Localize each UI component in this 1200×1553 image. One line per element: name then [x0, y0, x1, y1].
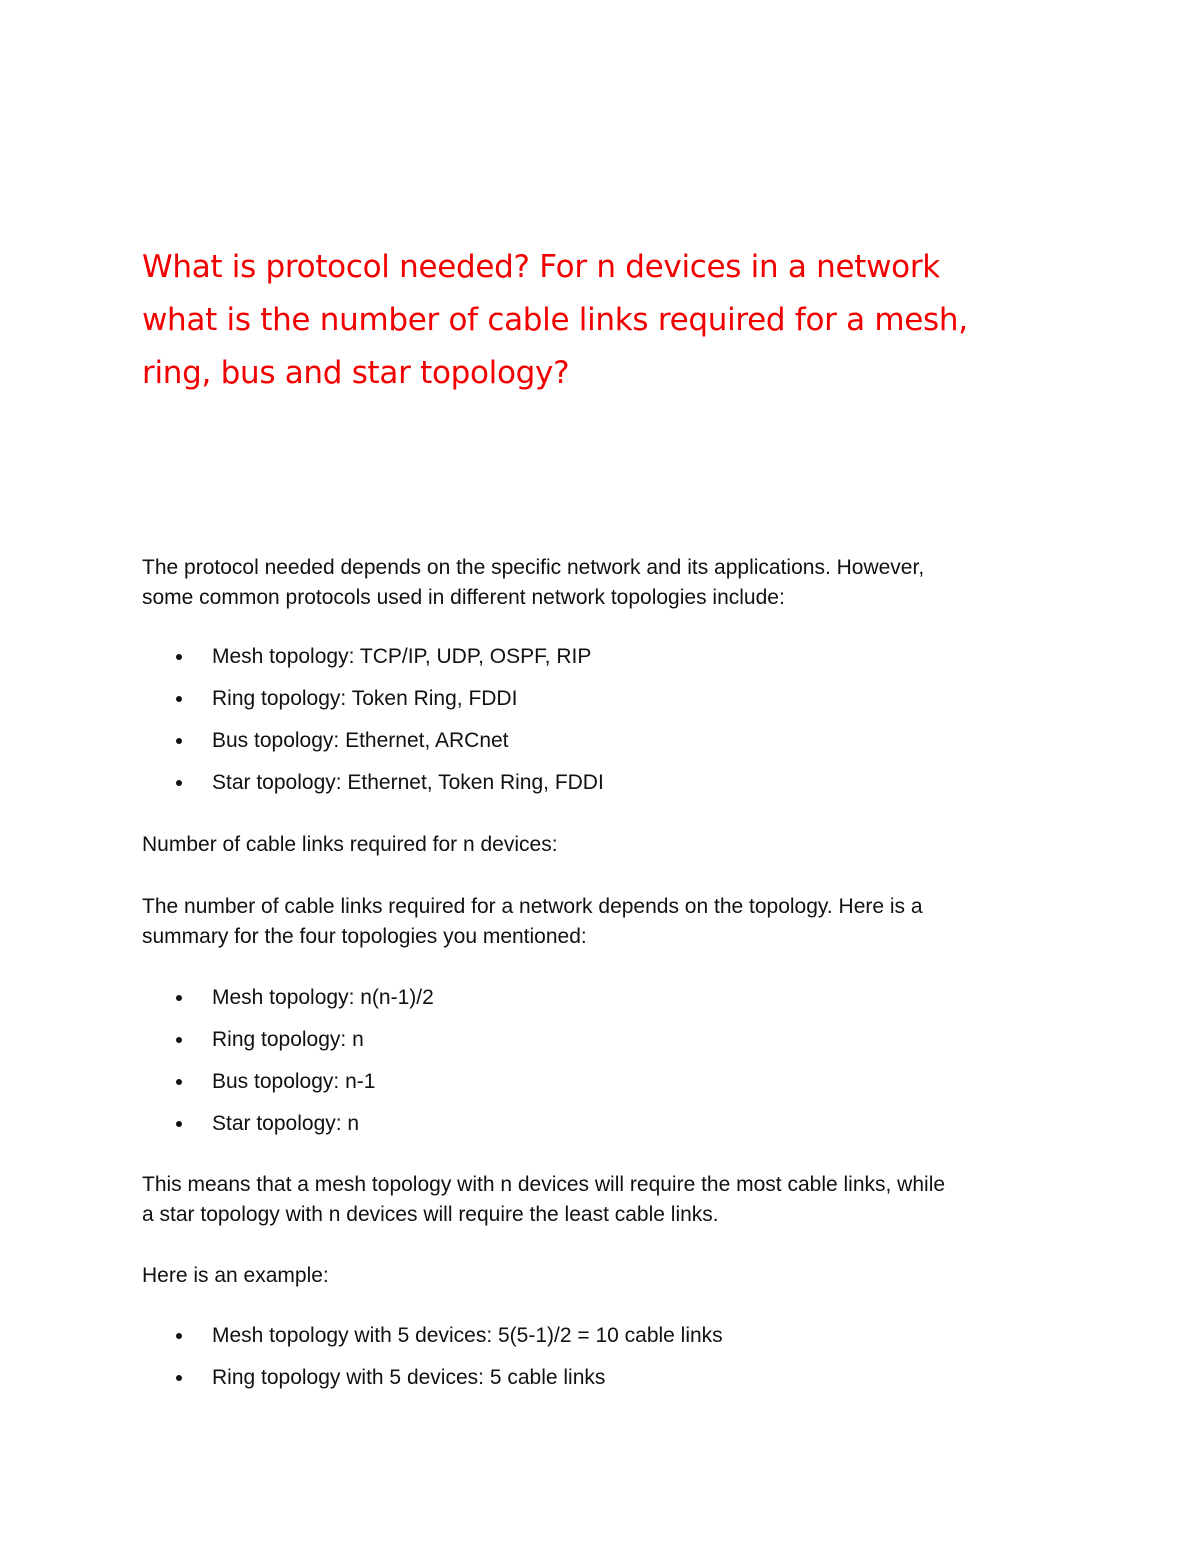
conclusion-paragraph: [142, 1170, 1062, 1230]
question-heading-line-2: what is the number of cable links required for a mesh,: [142, 302, 968, 338]
list-item-text: Ring topology: n: [212, 1028, 364, 1051]
list-item: [142, 1067, 1062, 1109]
bullet-icon: [176, 738, 182, 744]
bullet-icon: [176, 780, 182, 786]
list-item-text: Ring topology with 5 devices: 5 cable links: [212, 1366, 606, 1389]
bullet-icon: [176, 696, 182, 702]
question-heading-line-1: What is protocol needed? For n devices in a network: [142, 249, 940, 285]
list-item: [142, 1363, 1062, 1405]
conclusion-line-1: This means that a mesh topology with n devices will require the most cable links, while: [142, 1173, 946, 1196]
list-item: [142, 768, 1062, 810]
list-item: [142, 1025, 1062, 1067]
question-heading-line-3: ring, bus and star topology?: [142, 355, 570, 391]
intro-line-1: The protocol needed depends on the specific network and its applications. However,: [142, 556, 925, 579]
list-item-text: Bus topology: Ethernet, ARCnet: [212, 729, 509, 752]
examples-list: [142, 1321, 1062, 1405]
list-item-text: Star topology: Ethernet, Token Ring, FDDI: [212, 771, 604, 794]
conclusion-line-2: a star topology with n devices will require the least cable links.: [142, 1203, 719, 1226]
list-item-text: Bus topology: n-1: [212, 1070, 376, 1093]
question-heading: [142, 241, 1042, 400]
list-item: [142, 642, 1062, 684]
bullet-icon: [176, 1037, 182, 1043]
list-item: [142, 684, 1062, 726]
bullet-icon: [176, 1079, 182, 1085]
formulas-list: [142, 983, 1062, 1151]
list-item: [142, 726, 1062, 768]
intro-paragraph: [142, 553, 1062, 613]
example-heading: Here is an example:: [142, 1264, 329, 1287]
protocols-list: [142, 642, 1062, 810]
bullet-icon: [176, 995, 182, 1001]
summary-line-2: summary for the four topologies you mentioned:: [142, 925, 587, 948]
intro-line-2: some common protocols used in different network topologies include:: [142, 586, 785, 609]
list-item: [142, 1321, 1062, 1363]
cable-links-heading: Number of cable links required for n devices:: [142, 833, 558, 856]
bullet-icon: [176, 1333, 182, 1339]
summary-paragraph: [142, 892, 1062, 952]
list-item-text: Mesh topology with 5 devices: 5(5-1)/2 = 10 cable links: [212, 1324, 723, 1347]
bullet-icon: [176, 1121, 182, 1127]
bullet-icon: [176, 654, 182, 660]
list-item-text: Mesh topology: n(n-1)/2: [212, 986, 434, 1009]
list-item-text: Mesh topology: TCP/IP, UDP, OSPF, RIP: [212, 645, 592, 668]
list-item-text: Ring topology: Token Ring, FDDI: [212, 687, 518, 710]
list-item: [142, 1109, 1062, 1151]
list-item: [142, 983, 1062, 1025]
list-item-text: Star topology: n: [212, 1112, 360, 1135]
summary-line-1: The number of cable links required for a network depends on the topology. Here is a: [142, 895, 923, 918]
bullet-icon: [176, 1375, 182, 1381]
